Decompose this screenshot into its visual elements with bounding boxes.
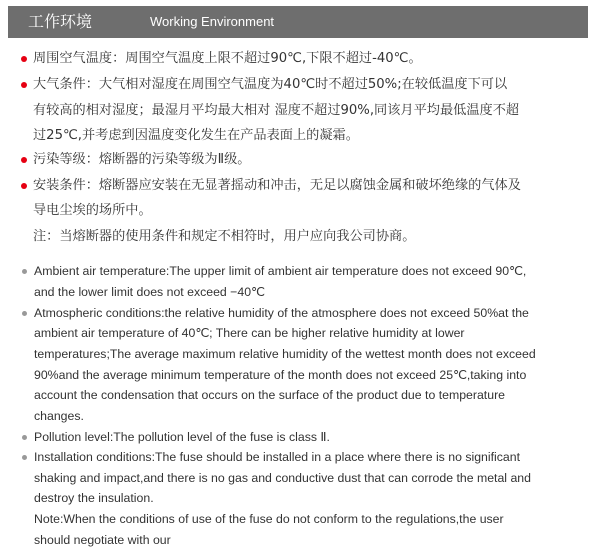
en-atmosphere-line-5: account the condensation that occurs on the surface of the product due to temperature (34, 388, 505, 402)
en-atmosphere-line-1: Atmospheric conditions:the relative humidity of the atmosphere does not exceed 50%at the (34, 306, 529, 320)
en-atmosphere-line-6: changes. (34, 409, 84, 423)
bullet-dot (22, 311, 27, 316)
section-header (8, 6, 588, 38)
en-atmosphere-line-2: ambient air temperature of 40℃; There can be higher relative humidity at lower (34, 326, 465, 340)
cn-atmosphere-line-1: 大气条件：大气相对湿度在周围空气温度为40℃时不超过50%;在较低温度下可以 (33, 77, 508, 92)
header-title-en: Working Environment (150, 14, 275, 29)
en-ambient-temp-line-2: and the lower limit does not exceed −40℃ (34, 285, 265, 299)
bullet-dot (21, 157, 27, 163)
bullet-dot (21, 56, 27, 62)
en-installation-line-1: Installation conditions:The fuse should be installed in a place where there is no significant (34, 450, 521, 464)
header-title-cn: 工作环境 (28, 12, 93, 31)
en-atmosphere-line-3: temperatures;The average maximum relative humidity of the wettest month does not exceed (34, 347, 536, 361)
cn-atmosphere-line-2: 有较高的相对湿度；最湿月平均最大相对 湿度不超过90%,同该月平均最低温度不超 (33, 103, 520, 118)
en-installation-line-3: destroy the insulation. (34, 491, 154, 505)
bullet-dot (21, 183, 27, 189)
en-pollution-level: Pollution level:The pollution level of the fuse is class Ⅱ. (34, 430, 330, 444)
en-atmosphere-line-4: 90%and the average minimum temperature of the month does not exceed 25℃,taking into (34, 368, 527, 382)
cn-atmosphere-line-3: 过25℃,并考虑到因温度变化发生在产品表面上的凝霜。 (33, 128, 359, 143)
en-note-line-1: Note:When the conditions of use of the fuse do not conform to the regulations,the user (34, 512, 504, 526)
en-ambient-temp-line-1: Ambient air temperature:The upper limit of ambient air temperature does not exceed 90℃, (34, 264, 527, 278)
cn-ambient-temp: 周围空气温度：周围空气温度上限不超过90℃,下限不超过-40℃。 (33, 51, 422, 66)
en-note-line-2: should negotiate with our (34, 533, 171, 547)
cn-pollution-level: 污染等级：熔断器的污染等级为Ⅱ级。 (33, 152, 251, 167)
cn-note: 注：当熔断器的使用条件和规定不相符时，用户应向我公司协商。 (33, 229, 416, 244)
cn-installation-line-1: 安装条件：熔断器应安装在无显著摇动和冲击，无足以腐蚀金属和破坏绝缘的气体及 (33, 178, 521, 193)
cn-installation-line-2: 导电尘埃的场所中。 (33, 203, 152, 218)
bullet-dot (22, 269, 27, 274)
en-installation-line-2: shaking and impact,and there is no gas and conductive dust that can corrode the metal and (34, 471, 531, 485)
bullet-dot (22, 435, 27, 440)
bullet-dot (22, 455, 27, 460)
bullet-dot (21, 82, 27, 88)
